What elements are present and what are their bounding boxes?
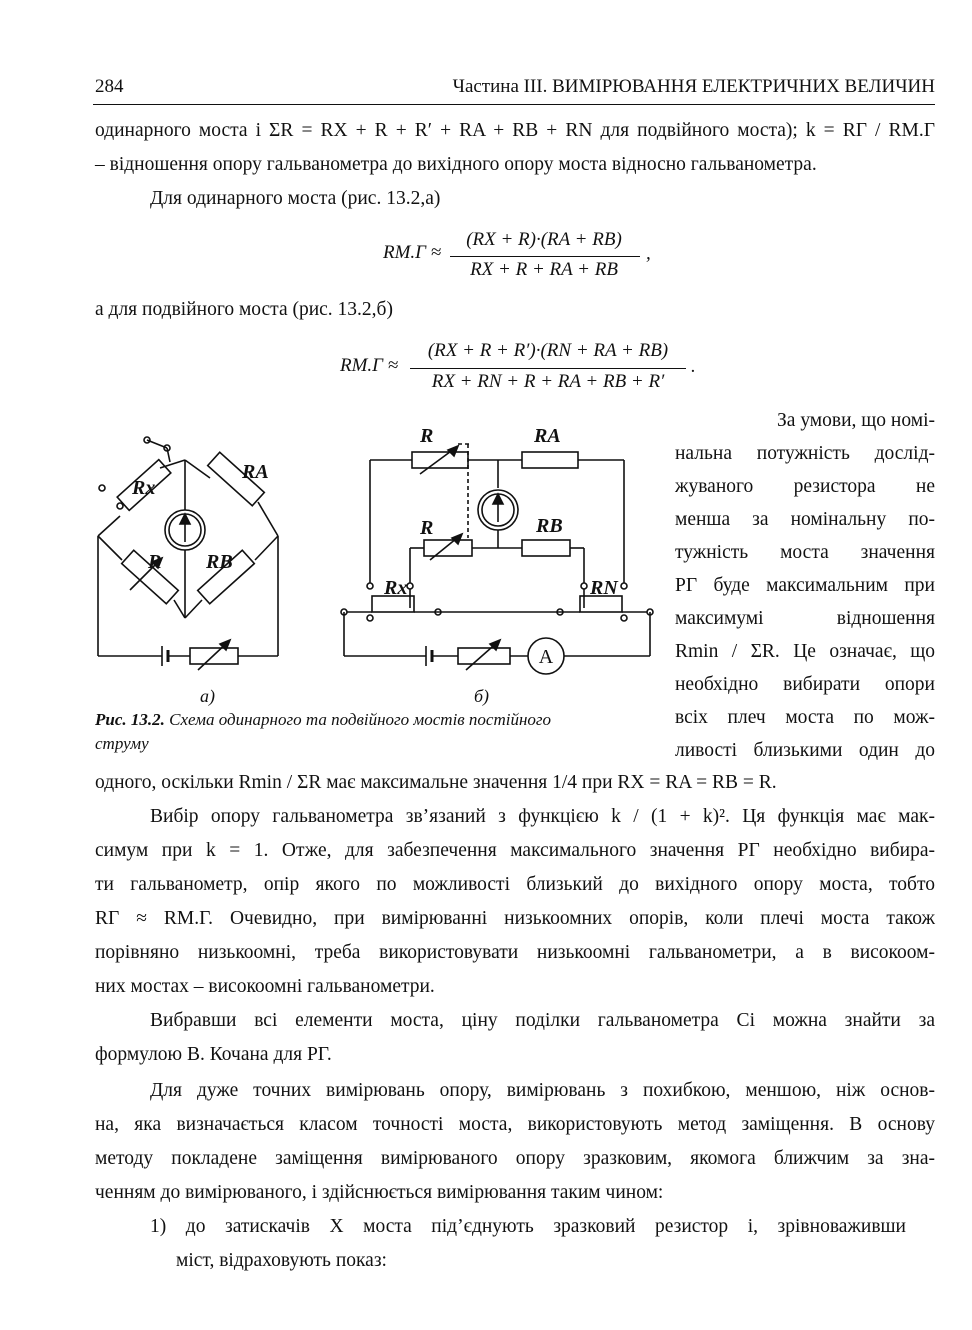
body-line-1: одного, оскільки Rmin / ΣR має максимальне значення 1/4 при RX = RA = RB = R. bbox=[95, 772, 777, 793]
formula2-lhs: RМ.Г ≈ bbox=[340, 355, 399, 376]
figure-caption-line-2: струму bbox=[95, 734, 149, 753]
rheostat-b bbox=[458, 648, 510, 664]
side-line-4: менша за номінальну по- bbox=[675, 509, 935, 530]
label-rb-b: RB bbox=[536, 515, 563, 537]
figure-sublabel-a: а) bbox=[200, 686, 215, 706]
label-rb-a: RB bbox=[206, 551, 233, 573]
side-line-11: ливості близькими один до bbox=[675, 740, 935, 761]
formula1-numerator: (RX + R)·(RA + RB) bbox=[466, 229, 622, 250]
label-r-prime-b: R bbox=[420, 425, 434, 447]
running-header bbox=[95, 76, 935, 102]
double-bridge-diagram bbox=[341, 444, 653, 674]
formula2-denominator: RX + RN + R + RA + RB + R′ bbox=[431, 371, 665, 392]
body-line-7: них мостах – високоомні гальванометри. bbox=[95, 976, 435, 997]
formula1-bar bbox=[450, 256, 640, 257]
body-line-6: порівняно низькоомні, треба використовувати низькоомні гальванометри, а в високоом- bbox=[95, 942, 935, 963]
body-line-12: методу покладене заміщення вимірюваного опору зразковим, якомога ближчим за зна- bbox=[95, 1148, 935, 1169]
body-line-8: Вибравши всі елементи моста, ціну поділки гальванометра Ci можна знайти за bbox=[150, 1010, 935, 1031]
header-rule bbox=[93, 104, 935, 105]
figure-caption-line-1 bbox=[95, 710, 551, 730]
body-line-15: міст, відраховують показ: bbox=[176, 1250, 387, 1271]
label-ra-a: RA bbox=[242, 461, 269, 483]
intro-line-1: одинарного моста і ΣR = RX + R + R′ + RA + RB + RN для подвійного моста); k = RГ / RМ.Г bbox=[95, 120, 935, 141]
body-line-10: Для дуже точних вимірювань опору, вимірювань з похибкою, меншою, ніж основ- bbox=[150, 1080, 935, 1101]
label-r-a: R bbox=[148, 551, 162, 573]
figure-caption-label: Рис. 13.2. bbox=[95, 710, 165, 729]
body-line-13: ченням до вимірюваного, і здійснюється вимірювання таким чином: bbox=[95, 1182, 664, 1203]
body-line-14: 1) до затискачів X моста під’єднують зразковий резистор і, зрівноваживши bbox=[150, 1216, 906, 1237]
label-rn-b: RN bbox=[590, 577, 618, 599]
body-line-4: ти гальванометр, опір якого по можливості близький до вихідного опору моста, тобто bbox=[95, 874, 935, 895]
intro-line-3: Для одинарного моста (рис. 13.2,а) bbox=[150, 188, 441, 209]
side-line-6: PГ буде максимальним при bbox=[675, 575, 935, 596]
resistor-r-b bbox=[424, 540, 472, 556]
side-line-10: всіх плеч моста по мож- bbox=[675, 707, 935, 728]
body-line-9: формулою В. Кочана для PГ. bbox=[95, 1044, 332, 1065]
part-title: Частина III. ВИМІРЮВАННЯ ЕЛЕКТРИЧНИХ ВЕЛИЧИН bbox=[452, 76, 935, 97]
resistor-rb-b bbox=[522, 540, 570, 556]
side-line-2: нальна потужність дослід- bbox=[675, 443, 935, 464]
label-ra-b: RA bbox=[534, 425, 561, 447]
body-line-2: Вибір опору гальванометра зв’язаний з функцією k / (1 + k)². Ця функція має мак- bbox=[150, 806, 935, 827]
formula1-denominator: RX + R + RA + RB bbox=[470, 259, 618, 280]
body-line-11: на, яка визначається класом точності моста, використовують метод заміщення. В основу bbox=[95, 1114, 935, 1135]
formula2-numerator: (RX + R + R′)·(RN + RA + RB) bbox=[427, 340, 669, 361]
page-number: 284 bbox=[95, 76, 124, 97]
side-line-9: необхідно вибирати опори bbox=[675, 674, 935, 695]
figure-caption-text: Схема одинарного та подвійного мостів постійного bbox=[169, 710, 552, 729]
figure-sublabel-b: б) bbox=[474, 686, 490, 706]
formula1-lhs: RМ.Г ≈ bbox=[383, 242, 442, 263]
formula2-tail: . bbox=[691, 356, 696, 377]
resistor-ra-b bbox=[522, 452, 578, 468]
side-line-8: Rmin / ΣR. Це означає, що bbox=[675, 641, 935, 662]
figure-13-2 bbox=[90, 418, 670, 708]
label-rx-a: Rx bbox=[132, 477, 156, 499]
body-line-3: симум при k = 1. Отже, для забезпечення максимального значення PГ необхідно вибира- bbox=[95, 840, 935, 861]
formula1-tail: , bbox=[646, 243, 651, 264]
formula2-bar bbox=[410, 368, 686, 369]
intro-line-2: – відношення опору гальванометра до вихідного опору моста відносно гальванометра. bbox=[95, 154, 817, 175]
body-line-5: RГ ≈ RМ.Г. Очевидно, при вимірюванні низькоомних опорів, коли плечі моста також bbox=[95, 908, 935, 929]
label-rx-b: Rx bbox=[384, 577, 408, 599]
side-line-5: тужність моста значення bbox=[675, 542, 935, 563]
between-text: а для подвійного моста (рис. 13.2,б) bbox=[95, 299, 393, 320]
label-r-b: R bbox=[420, 517, 434, 539]
label-ammeter: A bbox=[538, 646, 554, 668]
side-line-7: максимумі відношення bbox=[675, 608, 935, 629]
side-line-1: За умови, що номі- bbox=[777, 410, 935, 431]
side-line-3: жуваного резистора не bbox=[675, 476, 935, 497]
